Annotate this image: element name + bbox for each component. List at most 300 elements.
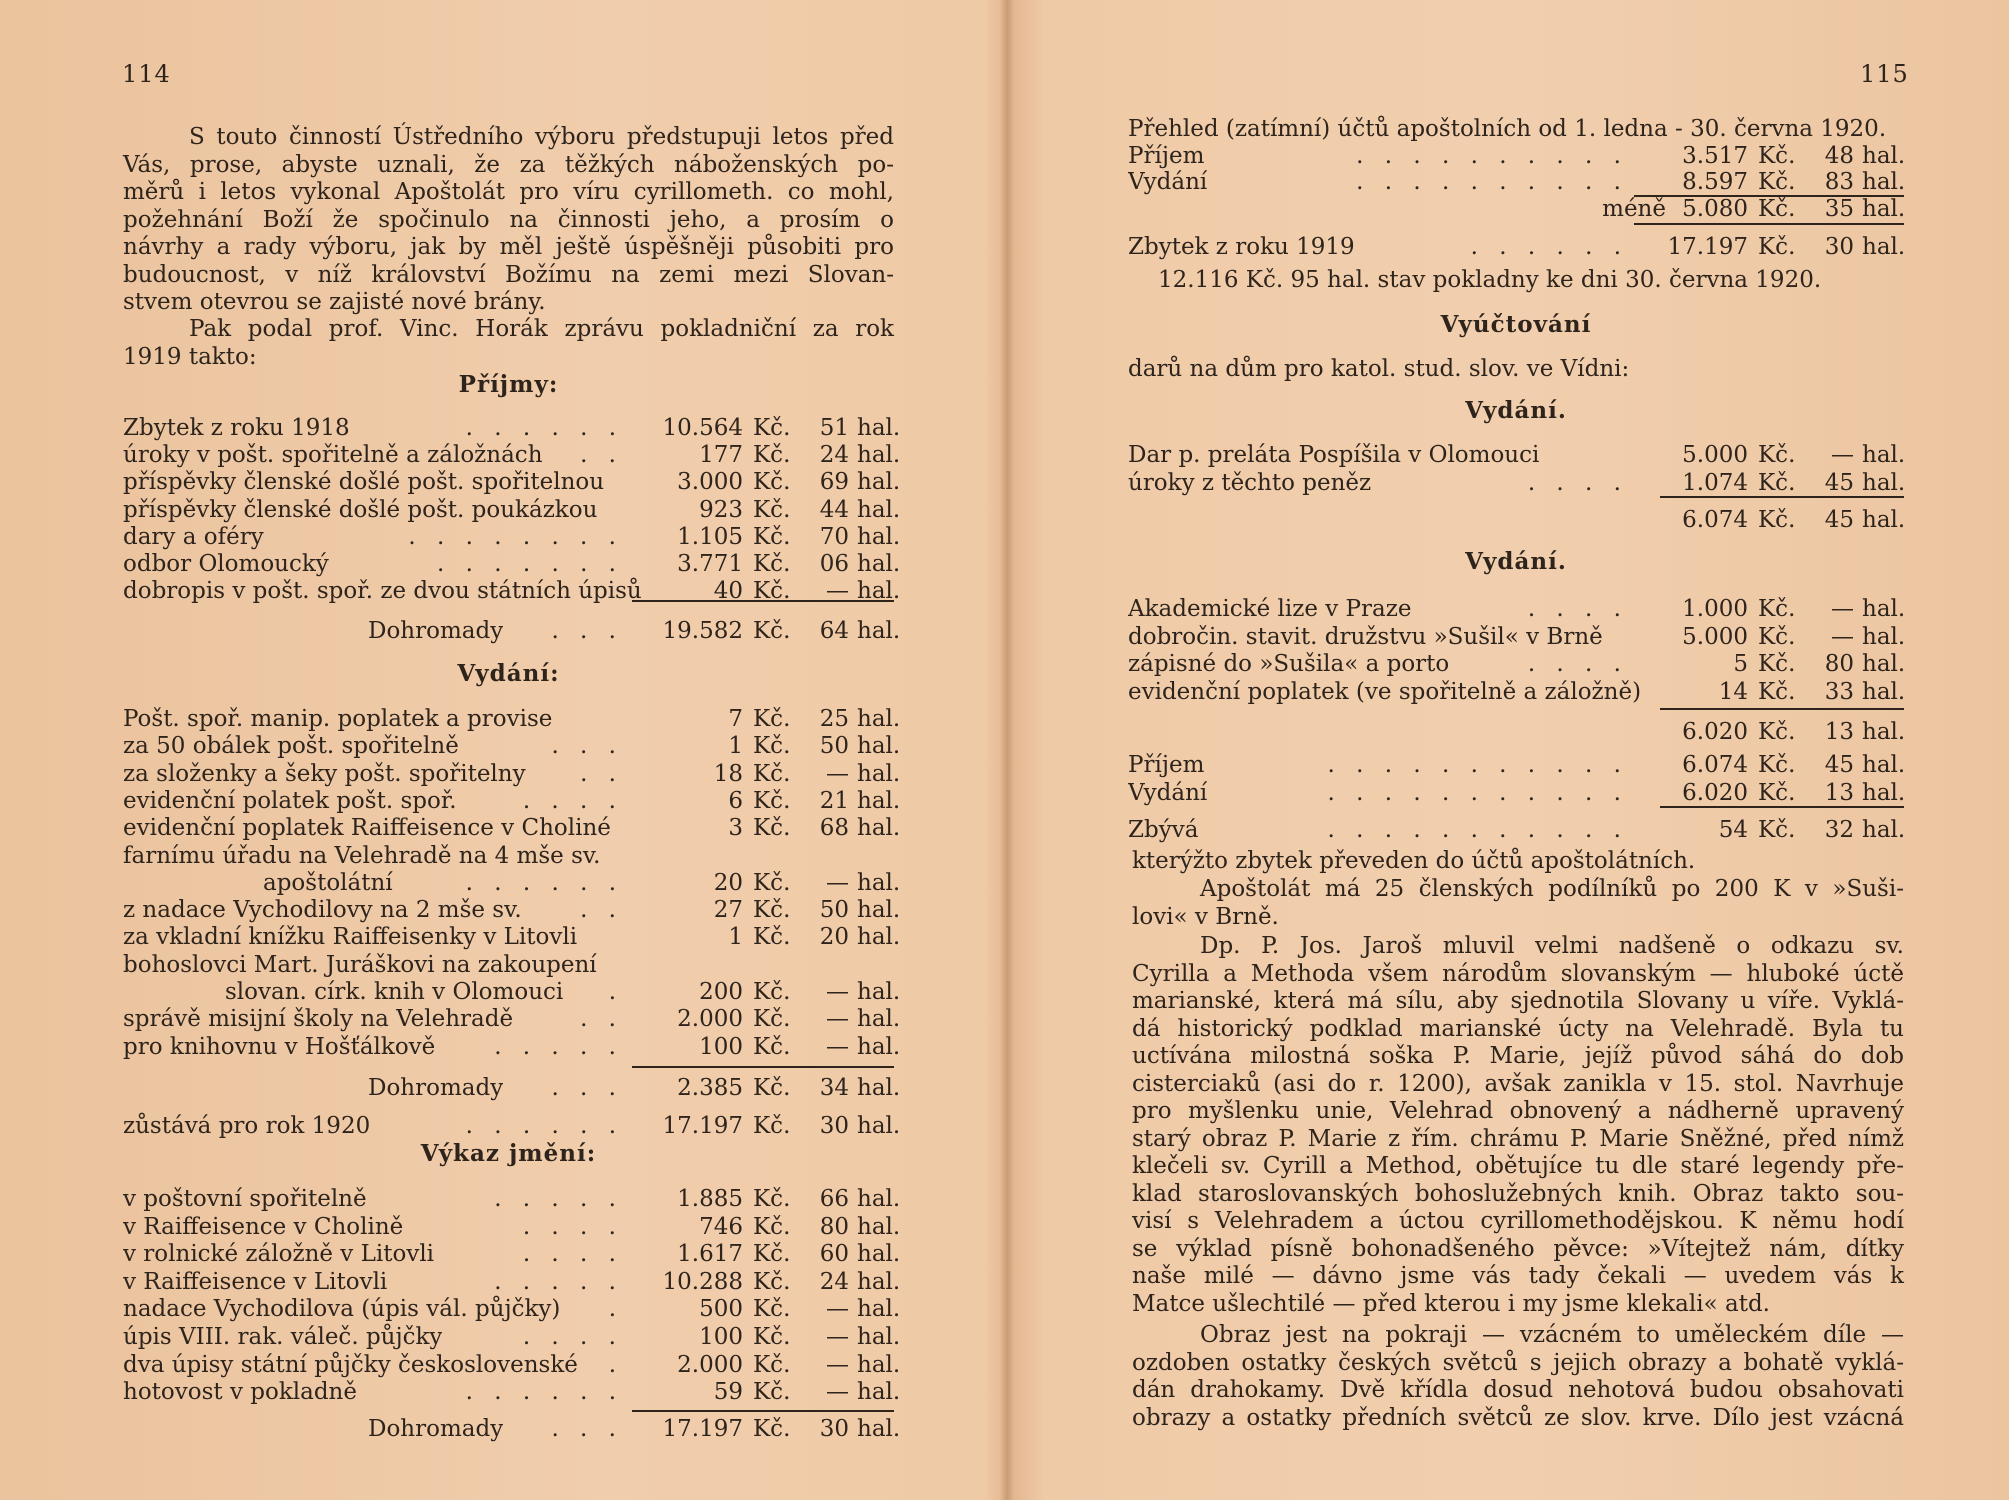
intro-paragraph [123, 124, 894, 317]
ledger-row [123, 842, 894, 870]
ledger-row [123, 978, 901, 1006]
leader-dots: . . . [551, 1075, 623, 1101]
text-line: budoucnost, v níž království Božímu na zemi mezi Slovan- [123, 261, 894, 288]
row-amount: 1 [728, 924, 743, 950]
currency-unit: Kč. [1758, 143, 1796, 169]
total-row [1128, 718, 1904, 746]
row-haler: 21 [819, 788, 849, 814]
row-haler: — [826, 578, 849, 604]
row-haler: 24 [819, 1269, 849, 1295]
text-line: stvem otevrou se zajisté nové brány. [123, 289, 546, 315]
leader-dots: . . . . . . . . . . [1356, 143, 1628, 169]
haler-unit: hal. [857, 469, 901, 495]
ledger-row [1128, 779, 1904, 807]
haler-unit: hal. [857, 897, 901, 923]
ledger-row [123, 1240, 901, 1268]
ledger-row [123, 441, 901, 469]
row-amount: 3.517 [1682, 143, 1748, 169]
row-amount: 500 [699, 1296, 743, 1322]
haler-unit: hal. [857, 497, 901, 523]
text-line: 1919 takto: [123, 343, 257, 370]
currency-unit: Kč. [1758, 507, 1796, 533]
currency-unit: Kč. [753, 1352, 791, 1378]
haler-unit: hal. [1862, 143, 1906, 169]
leader-dots: . . . . . . [465, 870, 623, 896]
row-amount: 2.385 [677, 1075, 743, 1101]
row-amount: 6.020 [1682, 780, 1748, 806]
row-label: Příjem [1128, 143, 1205, 169]
row-amount: 59 [713, 1379, 743, 1405]
row-haler: 68 [819, 815, 849, 841]
expense-heading: Vydání: [457, 660, 560, 687]
currency-unit: Kč. [1758, 780, 1796, 806]
text-line: požehnání Boží že spočinulo na činnosti jeho, a prosím o [123, 206, 894, 233]
row-label: zůstává pro rok 1920 [123, 1113, 371, 1139]
currency-unit: Kč. [1758, 169, 1796, 195]
row-haler: — [826, 870, 849, 896]
text-line: Pak podal prof. Vinc. Horák zprávu pokladniční za rok [189, 316, 894, 342]
row-amount: 1.000 [1682, 596, 1748, 622]
currency-unit: Kč. [753, 706, 791, 732]
currency-unit: Kč. [753, 578, 791, 604]
row-haler: 06 [819, 551, 849, 577]
row-label: Zbytek z roku 1918 [123, 415, 350, 441]
haler-unit: hal. [857, 1075, 901, 1101]
total-row [123, 1074, 901, 1102]
text-line: uctívána milostná soška P. Marie, jejíž původ sáhá do dob [1132, 1043, 1904, 1069]
row-label: méně [1602, 196, 1666, 222]
total-row [1128, 506, 1904, 534]
row-amount: 19.582 [662, 618, 743, 644]
row-label: Vydání [1128, 169, 1208, 195]
row-amount: 5 [1733, 651, 1748, 677]
row-haler: — [1831, 624, 1854, 650]
row-haler: 48 [1824, 143, 1854, 169]
ledger-row [1128, 623, 1904, 651]
row-label: Akademické lize v Praze [1128, 596, 1412, 622]
haler-unit: hal. [1862, 624, 1906, 650]
currency-unit: Kč. [1758, 234, 1796, 260]
leader-dots: . . . . . [494, 1186, 623, 1212]
row-amount: 5.080 [1682, 196, 1748, 222]
currency-unit: Kč. [753, 761, 791, 787]
leader-dots: . [608, 1296, 623, 1322]
haler-unit: hal. [1862, 507, 1906, 533]
currency-unit: Kč. [753, 979, 791, 1005]
row-haler: 66 [819, 1186, 849, 1212]
row-haler: — [1831, 596, 1854, 622]
haler-unit: hal. [857, 618, 901, 644]
income-heading: Příjmy: [458, 371, 559, 398]
leader-dots: . . . . . . . . . . [1356, 169, 1628, 195]
ledger-row [123, 923, 901, 951]
row-haler: 32 [1824, 817, 1854, 843]
row-amount: 17.197 [1667, 234, 1748, 260]
row-label: evidenční polatek pošt. spoř. [123, 788, 457, 814]
haler-unit: hal. [1862, 442, 1906, 468]
haler-unit: hal. [857, 761, 901, 787]
ledger-row [123, 550, 901, 578]
row-label: dary a oféry [123, 524, 264, 550]
row-amount: 2.000 [677, 1006, 743, 1032]
haler-unit: hal. [857, 551, 901, 577]
row-label: Vydání [1128, 780, 1208, 806]
haler-unit: hal. [857, 524, 901, 550]
currency-unit: Kč. [753, 1186, 791, 1212]
leader-dots: . . . [551, 1416, 623, 1442]
row-haler: 45 [1824, 752, 1854, 778]
leader-dots: . . . [551, 618, 623, 644]
row-haler: 44 [819, 497, 849, 523]
text-line: naše milé — dávno jsme vás tady čekali — uvedem vás k [1132, 1263, 1904, 1289]
row-label: za složenky a šeky pošt. spořitelny [123, 761, 526, 787]
ledger-row [123, 414, 901, 442]
leader-dots: . . [580, 761, 623, 787]
page-number-right: 115 [1860, 60, 1909, 88]
currency-unit: Kč. [753, 788, 791, 814]
row-haler: 70 [819, 524, 849, 550]
row-amount: 6 [728, 788, 743, 814]
currency-unit: Kč. [753, 551, 791, 577]
text-line: cisterciaků (asi do r. 1200), avšak zanikla v 15. stol. Navrhuje [1132, 1070, 1904, 1097]
row-label: za vkladní knížku Raiffeisenky v Litovli [123, 924, 578, 950]
row-label: dva úpisy státní půjčky československé [123, 1352, 578, 1378]
row-label: evidenční poplatek (ve spořitelně a záložně) [1128, 679, 1642, 705]
row-amount: 3.000 [677, 469, 743, 495]
ledger-row [123, 1033, 901, 1061]
overview-rule-2 [1634, 223, 1904, 225]
ledger-row [123, 787, 901, 815]
left-page [0, 0, 1004, 1500]
ledger-row [1128, 233, 1904, 261]
leader-dots: . . . [551, 733, 623, 759]
ledger-row [123, 951, 894, 979]
currency-unit: Kč. [1758, 442, 1796, 468]
row-amount: 6.020 [1682, 719, 1748, 745]
row-amount: 1 [728, 733, 743, 759]
currency-unit: Kč. [1758, 470, 1796, 496]
row-haler: 80 [819, 1214, 849, 1240]
total-row [123, 617, 901, 645]
settlement-heading: Vyúčtování [1440, 311, 1592, 338]
ledger-row [123, 896, 901, 924]
ledger-row [123, 1295, 901, 1323]
row-label: úpis VIII. rak. váleč. půjčky [123, 1324, 443, 1350]
ledger-row [1128, 595, 1904, 623]
currency-unit: Kč. [753, 469, 791, 495]
currency-unit: Kč. [753, 1269, 791, 1295]
leader-dots: . . [580, 1006, 623, 1032]
row-label: za 50 obálek pošt. spořitelně [123, 733, 459, 759]
text-line: starý obraz P. Marie z řím. chrámu P. Marie Sněžné, před nímž [1132, 1125, 1904, 1152]
text-line: lovi« v Brně. [1132, 903, 1279, 930]
row-amount: 100 [699, 1034, 743, 1060]
ledger-row [123, 1213, 901, 1241]
currency-unit: Kč. [753, 897, 791, 923]
leader-dots: . . . . . . . . . . . [1327, 780, 1628, 806]
currency-unit: Kč. [753, 1241, 791, 1267]
row-haler: 64 [819, 618, 849, 644]
ledger-row [123, 869, 901, 897]
row-haler: 30 [819, 1113, 849, 1139]
row-haler: 51 [819, 415, 849, 441]
currency-unit: Kč. [753, 1296, 791, 1322]
currency-unit: Kč. [753, 924, 791, 950]
text-line: pro myšlenku unie, Velehrad obnovený a nádherně upravený [1132, 1098, 1904, 1124]
leader-dots: . . . . . . [465, 1113, 623, 1139]
row-haler: 13 [1824, 719, 1854, 745]
expense-heading-1: Vydání. [1465, 397, 1567, 424]
text-line: se výklad písně bohonadšeného pěvce: »Vítejtež nám, dítky [1132, 1235, 1904, 1262]
row-haler: 33 [1824, 679, 1854, 705]
ledger-row [1128, 441, 1904, 469]
haler-unit: hal. [857, 1241, 901, 1267]
row-amount: 923 [699, 497, 743, 523]
currency-unit: Kč. [753, 618, 791, 644]
row-haler: 35 [1824, 196, 1854, 222]
haler-unit: hal. [857, 870, 901, 896]
page-number-left: 114 [122, 60, 171, 88]
haler-unit: hal. [857, 1416, 901, 1442]
row-haler: — [1831, 442, 1854, 468]
haler-unit: hal. [857, 815, 901, 841]
ledger-row [123, 1185, 901, 1213]
row-label: Příjem [1128, 752, 1205, 778]
haler-unit: hal. [857, 1269, 901, 1295]
row-label: správě misijní školy na Velehradě [123, 1006, 514, 1032]
ledger-row [1128, 650, 1904, 678]
row-amount: 40 [713, 578, 743, 604]
row-label: pro knihovnu v Hošťálkově [123, 1034, 436, 1060]
leader-dots: . . . . [522, 1324, 623, 1350]
exp2-total-rule [1660, 708, 1904, 710]
row-label: příspěvky členské došlé pošt. poukázkou [123, 497, 598, 523]
row-haler: 25 [819, 706, 849, 732]
row-label: v Raiffeisence v Litovli [123, 1269, 388, 1295]
row-amount: 3 [728, 815, 743, 841]
row-amount: 10.288 [662, 1269, 743, 1295]
row-amount: 1.617 [677, 1241, 743, 1267]
currency-unit: Kč. [1758, 817, 1796, 843]
leader-dots: . [608, 979, 623, 1005]
currency-unit: Kč. [753, 1416, 791, 1442]
currency-unit: Kč. [1758, 679, 1796, 705]
haler-unit: hal. [1862, 470, 1906, 496]
transfer-line: kterýžto zbytek převeden do účtů apoštolátních. [1132, 848, 1696, 874]
haler-unit: hal. [1862, 196, 1906, 222]
expense-heading-2: Vydání. [1465, 548, 1567, 575]
row-haler: 30 [1824, 234, 1854, 260]
ledger-row [1128, 469, 1904, 497]
row-amount: 18 [713, 761, 743, 787]
row-label: odbor Olomoucký [123, 551, 329, 577]
currency-unit: Kč. [753, 1006, 791, 1032]
currency-unit: Kč. [1758, 196, 1796, 222]
row-haler: — [826, 1034, 849, 1060]
row-amount: 14 [1718, 679, 1748, 705]
row-haler: — [826, 1324, 849, 1350]
leader-dots: . . . . [522, 1214, 623, 1240]
ledger-row [1128, 678, 1904, 706]
currency-unit: Kč. [753, 524, 791, 550]
row-label: zápisné do »Sušila« a porto [1128, 651, 1450, 677]
haler-unit: hal. [1862, 651, 1906, 677]
row-haler: 50 [819, 897, 849, 923]
leader-dots: . . . . . . . . [408, 524, 623, 550]
leader-dots: . . . . . . . . . . . [1327, 752, 1628, 778]
haler-unit: hal. [857, 1324, 901, 1350]
currency-unit: Kč. [1758, 624, 1796, 650]
row-label: Dohromady [368, 1075, 504, 1101]
ledger-row [123, 760, 901, 788]
haler-unit: hal. [1862, 234, 1906, 260]
row-haler: 45 [1824, 470, 1854, 496]
text-line: visí s Velehradem a úctou cyrillomethodějskou. K němu hodí [1132, 1208, 1904, 1234]
currency-unit: Kč. [1758, 752, 1796, 778]
text-line: dá historický podklad marianské úcty na Velehradě. Byla tu [1132, 1015, 1904, 1042]
row-haler: — [826, 1006, 849, 1032]
row-amount: 1.105 [677, 524, 743, 550]
row-label: hotovost v pokladně [123, 1379, 357, 1405]
row-haler: 50 [819, 733, 849, 759]
ledger-row [123, 1005, 901, 1033]
row-amount: 1.074 [1682, 470, 1748, 496]
row-label: Zbytek z roku 1919 [1128, 234, 1355, 260]
row-amount: 100 [699, 1324, 743, 1350]
row-amount: 54 [1718, 817, 1748, 843]
text-line: Dp. P. Jos. Jaroš mluvil velmi nadšeně o odkazu sv. [1200, 933, 1904, 959]
leader-dots: . . [580, 442, 623, 468]
ledger-row [123, 1112, 901, 1140]
currency-unit: Kč. [753, 497, 791, 523]
row-amount: 17.197 [662, 1113, 743, 1139]
exp1-total-rule [1660, 496, 1904, 498]
currency-unit: Kč. [753, 415, 791, 441]
leader-dots: . . . . . . [465, 1379, 623, 1405]
row-haler: — [826, 1296, 849, 1322]
haler-unit: hal. [1862, 752, 1906, 778]
row-haler: 13 [1824, 780, 1854, 806]
currency-unit: Kč. [753, 815, 791, 841]
leader-dots: . . . . . . [1470, 234, 1628, 260]
currency-unit: Kč. [753, 1075, 791, 1101]
haler-unit: hal. [857, 1186, 901, 1212]
haler-unit: hal. [857, 1214, 901, 1240]
ledger-row [1128, 816, 1904, 844]
cash-state: 12.116 Kč. 95 hal. stav pokladny ke dni 30. června 1920. [1158, 267, 1822, 293]
row-label: evidenční poplatek Raiffeisence v Choliné [123, 815, 611, 841]
row-haler: 60 [819, 1241, 849, 1267]
haler-unit: hal. [1862, 169, 1906, 195]
ledger-row [123, 523, 901, 551]
haler-unit: hal. [857, 1352, 901, 1378]
haler-unit: hal. [1862, 780, 1906, 806]
haler-unit: hal. [1862, 817, 1906, 843]
currency-unit: Kč. [753, 1379, 791, 1405]
balance-rule [1660, 806, 1904, 808]
row-label: Dohromady [368, 1416, 504, 1442]
row-haler: — [826, 1352, 849, 1378]
haler-unit: hal. [857, 733, 901, 759]
haler-unit: hal. [857, 924, 901, 950]
haler-unit: hal. [857, 1379, 901, 1405]
haler-unit: hal. [857, 706, 901, 732]
ledger-row [123, 468, 901, 496]
report-paragraph [123, 316, 894, 371]
currency-unit: Kč. [753, 1034, 791, 1060]
ledger-row [1128, 195, 1904, 223]
row-label: úroky v pošt. spořitelně a záložnách [123, 442, 543, 468]
haler-unit: hal. [857, 979, 901, 1005]
haler-unit: hal. [857, 1034, 901, 1060]
haler-unit: hal. [857, 415, 901, 441]
currency-unit: Kč. [1758, 651, 1796, 677]
row-amount: 5.000 [1682, 442, 1748, 468]
jaros-paragraph [1132, 933, 1904, 1318]
leader-dots: . . . . [1527, 596, 1628, 622]
text-line: Cyrilla a Methoda všem národům slovanským — hluboké úctě [1132, 960, 1904, 987]
haler-unit: hal. [857, 578, 901, 604]
row-label: bohoslovci Mart. Juráškovi na zakoupení [123, 952, 597, 978]
row-label: Zbývá [1128, 817, 1199, 843]
total-row [123, 1415, 901, 1443]
row-haler: 20 [819, 924, 849, 950]
row-label: nadace Vychodilova (úpis vál. půjčky) [123, 1296, 561, 1322]
overview-title: Přehled (zatímní) účtů apoštolních od 1. ledna - 30. června 1920. [1128, 116, 1887, 142]
row-label: v Raiffeisence v Cholině [123, 1214, 404, 1240]
leader-dots: . . [580, 897, 623, 923]
row-label: apoštolátní [263, 870, 393, 896]
row-label: dobročin. stavit. družstvu »Sušil« v Brně [1128, 624, 1603, 650]
text-line: ozdoben ostatky českých světců s jejich obrazy a bohatě vyklá- [1132, 1349, 1904, 1376]
leader-dots: . [608, 1352, 623, 1378]
ledger-row [123, 705, 901, 733]
row-amount: 200 [699, 979, 743, 1005]
row-amount: 3.771 [677, 551, 743, 577]
currency-unit: Kč. [1758, 596, 1796, 622]
row-label: Pošt. spoř. manip. poplatek a provise [123, 706, 553, 732]
leader-dots: . . . . [522, 788, 623, 814]
row-amount: 1.885 [677, 1186, 743, 1212]
row-label: úroky z těchto peněz [1128, 470, 1372, 496]
haler-unit: hal. [857, 1296, 901, 1322]
text-line: Matce ušlechtilé — před kterou i my jsme klekali« atd. [1132, 1290, 1770, 1317]
row-label: příspěvky členské došlé pošt. spořitelnou [123, 469, 605, 495]
row-label: slovan. círk. knih v Olomouci [225, 979, 564, 1005]
ledger-row [123, 1268, 901, 1296]
row-haler: — [826, 979, 849, 1005]
text-line: Apoštolát má 25 členských podílníků po 200 K v »Suši- [1200, 876, 1904, 902]
row-label: z nadace Vychodilovy na 2 mše sv. [123, 897, 522, 923]
row-amount: 10.564 [662, 415, 743, 441]
ledger-row [123, 814, 901, 842]
row-amount: 20 [713, 870, 743, 896]
row-amount: 8.597 [1682, 169, 1748, 195]
ledger-row [123, 732, 901, 760]
row-haler: 83 [1824, 169, 1854, 195]
row-amount: 17.197 [662, 1416, 743, 1442]
haler-unit: hal. [1862, 679, 1906, 705]
currency-unit: Kč. [753, 1324, 791, 1350]
haler-unit: hal. [857, 1113, 901, 1139]
leader-dots: . . . . [522, 1241, 623, 1267]
leader-dots: . . . . . . . [436, 551, 623, 577]
settlement-subtitle: darů na dům pro katol. stud. slov. ve Vídni: [1128, 356, 1630, 382]
members-paragraph [1132, 876, 1904, 931]
row-haler: 24 [819, 442, 849, 468]
row-label: dobropis v pošt. spoř. ze dvou státních úpisů [123, 578, 642, 604]
row-label: Dohromady [368, 618, 504, 644]
